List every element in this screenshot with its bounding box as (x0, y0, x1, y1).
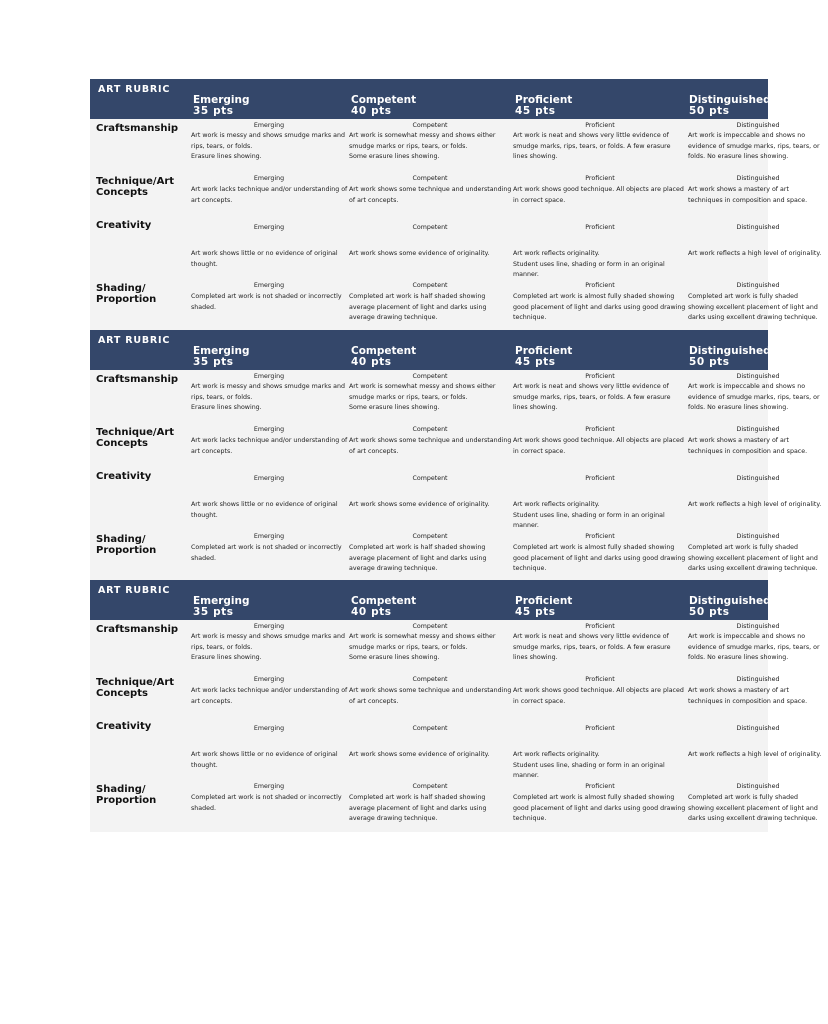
rubric-cell (191, 622, 347, 664)
cell-level-label: Distinguished (736, 783, 780, 790)
criterion-label: Creativity (96, 721, 152, 732)
cell-description: Art work shows some evidence of originality. (349, 250, 490, 258)
cell-description: Art work shows little or no evidence of original thought. (191, 751, 338, 769)
cell-description: Art work is messy and shows smudge marks and rips, tears, or folds. Erasure lines showing. (191, 383, 345, 412)
level-heading (689, 346, 771, 368)
cell-description: Completed art work is not shaded or incorrectly shaded. (191, 544, 342, 562)
cell-level-label: Distinguished (736, 725, 780, 732)
rubric-header (90, 330, 771, 370)
level-points: 35 pts (193, 105, 234, 117)
rubric-cell (688, 532, 828, 575)
cell-level-label: Competent (412, 122, 448, 129)
level-points: 35 pts (193, 356, 234, 368)
rubric-cell (513, 174, 687, 206)
rubric-cell (688, 724, 828, 761)
level-points: 45 pts (515, 105, 556, 117)
rubric-cell (688, 622, 828, 664)
rubric-cell (349, 782, 511, 825)
criterion-label: Shading/ Proportion (96, 283, 157, 305)
criterion-label: Shading/ Proportion (96, 784, 157, 806)
rubric-cell (349, 675, 511, 707)
cell-description: Art work shows a mastery of art techniques in composition and space. (688, 687, 808, 705)
cell-description: Art work shows a mastery of art techniques in composition and space. (688, 437, 808, 455)
cell-description: Art work lacks technique and/or understanding of art concepts. (191, 437, 348, 455)
cell-level-label: Proficient (585, 676, 615, 683)
level-heading (689, 596, 771, 618)
rubric-cell (191, 174, 347, 206)
rubric-title: ART RUBRIC (98, 585, 171, 596)
rubric-cell (191, 532, 347, 564)
cell-description: Art work shows little or no evidence of original thought. (191, 501, 338, 519)
cell-description: Art work is somewhat messy and shows either smudge marks or rips, tears, or folds. Some erasure lines showing. (349, 633, 496, 662)
cell-description: Art work shows a mastery of art techniques in composition and space. (688, 186, 808, 204)
level-name: Distinguished (689, 345, 771, 357)
cell-level-label: Proficient (585, 783, 615, 790)
rubric-cell (191, 675, 347, 707)
level-heading (351, 346, 416, 368)
cell-level-label: Emerging (253, 426, 285, 433)
rubric-cell (513, 425, 687, 457)
cell-description: Completed art work is half shaded showing average placement of light and darks using average drawing technique. (349, 293, 487, 322)
cell-description: Art work shows some technique and understanding of art concepts. (349, 437, 512, 455)
rubric-table (90, 330, 822, 582)
rubric-cell (688, 372, 828, 414)
cell-level-label: Emerging (253, 175, 285, 182)
cell-level-label: Distinguished (736, 122, 780, 129)
cell-description: Art work reflects a high level of originality. (688, 501, 822, 509)
rubric-cell (191, 223, 347, 270)
rubric-cell (349, 474, 511, 511)
rubric-cell (349, 532, 511, 575)
rubric-cell (688, 174, 828, 206)
rubric-cell (688, 281, 828, 324)
level-heading (351, 95, 416, 117)
rubric-cell (349, 724, 511, 761)
cell-level-label: Competent (412, 224, 448, 231)
cell-description: Art work is somewhat messy and shows either smudge marks or rips, tears, or folds. Some erasure lines showing. (349, 132, 496, 161)
level-heading (515, 346, 572, 368)
cell-level-label: Emerging (253, 623, 285, 630)
rubric-cell (349, 223, 511, 260)
level-name: Emerging (193, 345, 250, 357)
cell-level-label: Distinguished (736, 282, 780, 289)
rubric-cell (513, 121, 687, 163)
rubric-cell (349, 281, 511, 324)
rubric-cell (191, 782, 347, 814)
cell-description: Art work is neat and shows very little evidence of smudge marks, rips, tears, or folds. A few erasure lines showing. (513, 383, 671, 412)
cell-level-label: Distinguished (736, 533, 780, 540)
cell-description: Completed art work is almost fully shaded showing good placement of light and darks using good drawing technique. (513, 794, 686, 823)
cell-level-label: Proficient (585, 426, 615, 433)
level-heading (351, 596, 416, 618)
cell-level-label: Competent (412, 373, 448, 380)
level-name: Competent (351, 345, 417, 357)
cell-level-label: Emerging (253, 725, 285, 732)
rubric-cell (349, 425, 511, 457)
level-name: Distinguished (689, 94, 771, 106)
level-points: 35 pts (193, 606, 234, 618)
rubric-cell (688, 782, 828, 825)
cell-description: Completed art work is half shaded showing average placement of light and darks using average drawing technique. (349, 544, 487, 573)
rubric-cell (513, 223, 687, 281)
cell-description: Completed art work is not shaded or incorrectly shaded. (191, 293, 342, 311)
criterion-label: Craftsmanship (96, 123, 179, 134)
rubric-cell (688, 675, 828, 707)
cell-description: Art work is messy and shows smudge marks and rips, tears, or folds. Erasure lines showing. (191, 633, 345, 662)
criterion-label: Craftsmanship (96, 374, 179, 385)
level-heading (193, 95, 250, 117)
level-heading (689, 95, 771, 117)
cell-description: Art work reflects a high level of originality. (688, 751, 822, 759)
level-name: Emerging (193, 595, 250, 607)
rubric-table (90, 580, 822, 832)
cell-level-label: Emerging (253, 224, 285, 231)
cell-description: Completed art work is not shaded or incorrectly shaded. (191, 794, 342, 812)
level-name: Proficient (515, 345, 573, 357)
cell-level-label: Emerging (253, 533, 285, 540)
criterion-label: Technique/Art Concepts (96, 176, 175, 198)
cell-level-label: Distinguished (736, 475, 780, 482)
rubric-cell (688, 425, 828, 457)
rubric-cell (191, 474, 347, 521)
cell-level-label: Competent (412, 475, 448, 482)
cell-level-label: Proficient (585, 282, 615, 289)
cell-description: Completed art work is fully shaded showing excellent placement of light and darks using excellent drawing technique. (688, 794, 818, 823)
level-points: 40 pts (351, 105, 392, 117)
level-heading (515, 95, 572, 117)
cell-level-label: Competent (412, 282, 448, 289)
rubric-header (90, 580, 771, 620)
cell-description: Art work lacks technique and/or understanding of art concepts. (191, 687, 348, 705)
rubric-cell (513, 281, 687, 324)
cell-level-label: Emerging (253, 373, 285, 380)
cell-description: Completed art work is half shaded showing average placement of light and darks using average drawing technique. (349, 794, 487, 823)
cell-description: Art work lacks technique and/or understanding of art concepts. (191, 186, 348, 204)
cell-level-label: Distinguished (736, 175, 780, 182)
rubric-cell (349, 174, 511, 206)
cell-description: Art work is messy and shows smudge marks and rips, tears, or folds. Erasure lines showing. (191, 132, 345, 161)
cell-description: Art work is impeccable and shows no evidence of smudge marks, rips, tears, or folds. No erasure lines showing. (688, 132, 820, 161)
rubric-cell (688, 223, 828, 260)
level-points: 50 pts (689, 356, 730, 368)
rubric-table (90, 79, 822, 331)
cell-level-label: Distinguished (736, 426, 780, 433)
level-name: Competent (351, 94, 417, 106)
cell-level-label: Proficient (585, 175, 615, 182)
cell-description: Art work shows little or no evidence of original thought. (191, 250, 338, 268)
level-name: Proficient (515, 94, 573, 106)
rubric-cell (191, 425, 347, 457)
cell-level-label: Proficient (585, 475, 615, 482)
rubric-cell (513, 724, 687, 782)
rubric-title: ART RUBRIC (98, 335, 171, 346)
cell-level-label: Distinguished (736, 623, 780, 630)
rubric-cell (513, 675, 687, 707)
cell-level-label: Competent (412, 623, 448, 630)
cell-description: Art work shows some evidence of originality. (349, 751, 490, 759)
cell-description: Art work is neat and shows very little evidence of smudge marks, rips, tears, or folds. A few erasure lines showing. (513, 132, 671, 161)
rubric-cell (349, 121, 511, 163)
cell-description: Completed art work is almost fully shaded showing good placement of light and darks using good drawing technique. (513, 293, 686, 322)
cell-description: Art work reflects a high level of originality. (688, 250, 822, 258)
level-heading (515, 596, 572, 618)
criterion-label: Shading/ Proportion (96, 534, 157, 556)
cell-level-label: Competent (412, 725, 448, 732)
criterion-label: Technique/Art Concepts (96, 677, 175, 699)
rubric-cell (191, 281, 347, 313)
cell-level-label: Competent (412, 676, 448, 683)
level-points: 50 pts (689, 606, 730, 618)
rubric-cell (349, 622, 511, 664)
rubric-header (90, 79, 771, 119)
rubric-cell (349, 372, 511, 414)
cell-level-label: Proficient (585, 373, 615, 380)
cell-level-label: Distinguished (736, 676, 780, 683)
cell-level-label: Competent (412, 426, 448, 433)
criterion-label: Creativity (96, 220, 152, 231)
cell-description: Art work is neat and shows very little evidence of smudge marks, rips, tears, or folds. A few erasure lines showing. (513, 633, 671, 662)
cell-level-label: Emerging (253, 475, 285, 482)
cell-level-label: Proficient (585, 725, 615, 732)
rubric-title: ART RUBRIC (98, 84, 171, 95)
level-heading (193, 596, 250, 618)
level-name: Emerging (193, 94, 250, 106)
cell-description: Completed art work is fully shaded showing excellent placement of light and darks using excellent drawing technique. (688, 293, 818, 322)
rubric-cell (191, 724, 347, 771)
level-points: 40 pts (351, 606, 392, 618)
cell-level-label: Proficient (585, 122, 615, 129)
cell-description: Art work shows good technique. All objects are placed in correct space. (513, 186, 684, 204)
rubric-cell (191, 121, 347, 163)
cell-level-label: Competent (412, 783, 448, 790)
level-points: 45 pts (515, 606, 556, 618)
rubric-cell (513, 372, 687, 414)
rubric-cell (513, 782, 687, 825)
criterion-label: Creativity (96, 471, 152, 482)
cell-description: Art work reflects originality. Student uses line, shading or form in an original manner. (513, 751, 665, 780)
level-points: 40 pts (351, 356, 392, 368)
cell-level-label: Distinguished (736, 373, 780, 380)
cell-description: Art work shows some evidence of originality. (349, 501, 490, 509)
criterion-label: Technique/Art Concepts (96, 427, 175, 449)
cell-description: Completed art work is fully shaded showing excellent placement of light and darks using excellent drawing technique. (688, 544, 818, 573)
cell-description: Art work shows some technique and understanding of art concepts. (349, 687, 512, 705)
level-name: Distinguished (689, 595, 771, 607)
cell-description: Art work reflects originality. Student uses line, shading or form in an original manner. (513, 501, 665, 530)
cell-level-label: Emerging (253, 122, 285, 129)
cell-description: Art work is somewhat messy and shows either smudge marks or rips, tears, or folds. Some erasure lines showing. (349, 383, 496, 412)
cell-level-label: Proficient (585, 224, 615, 231)
rubric-cell (191, 372, 347, 414)
level-points: 45 pts (515, 356, 556, 368)
cell-description: Completed art work is almost fully shaded showing good placement of light and darks using good drawing technique. (513, 544, 686, 573)
cell-description: Art work shows good technique. All objects are placed in correct space. (513, 687, 684, 705)
level-points: 50 pts (689, 105, 730, 117)
cell-level-label: Emerging (253, 783, 285, 790)
cell-level-label: Distinguished (736, 224, 780, 231)
cell-level-label: Emerging (253, 282, 285, 289)
cell-description: Art work is impeccable and shows no evidence of smudge marks, rips, tears, or folds. No erasure lines showing. (688, 383, 820, 412)
cell-level-label: Proficient (585, 533, 615, 540)
cell-description: Art work shows good technique. All objects are placed in correct space. (513, 437, 684, 455)
cell-level-label: Competent (412, 175, 448, 182)
cell-level-label: Competent (412, 533, 448, 540)
cell-level-label: Emerging (253, 676, 285, 683)
level-name: Proficient (515, 595, 573, 607)
rubric-cell (513, 532, 687, 575)
rubric-cell (513, 474, 687, 532)
rubric-cell (688, 474, 828, 511)
rubric-cell (513, 622, 687, 664)
cell-level-label: Proficient (585, 623, 615, 630)
criterion-label: Craftsmanship (96, 624, 179, 635)
cell-description: Art work reflects originality. Student uses line, shading or form in an original manner. (513, 250, 665, 279)
cell-description: Art work is impeccable and shows no evidence of smudge marks, rips, tears, or folds. No erasure lines showing. (688, 633, 820, 662)
rubric-cell (688, 121, 828, 163)
level-heading (193, 346, 250, 368)
level-name: Competent (351, 595, 417, 607)
cell-description: Art work shows some technique and understanding of art concepts. (349, 186, 512, 204)
